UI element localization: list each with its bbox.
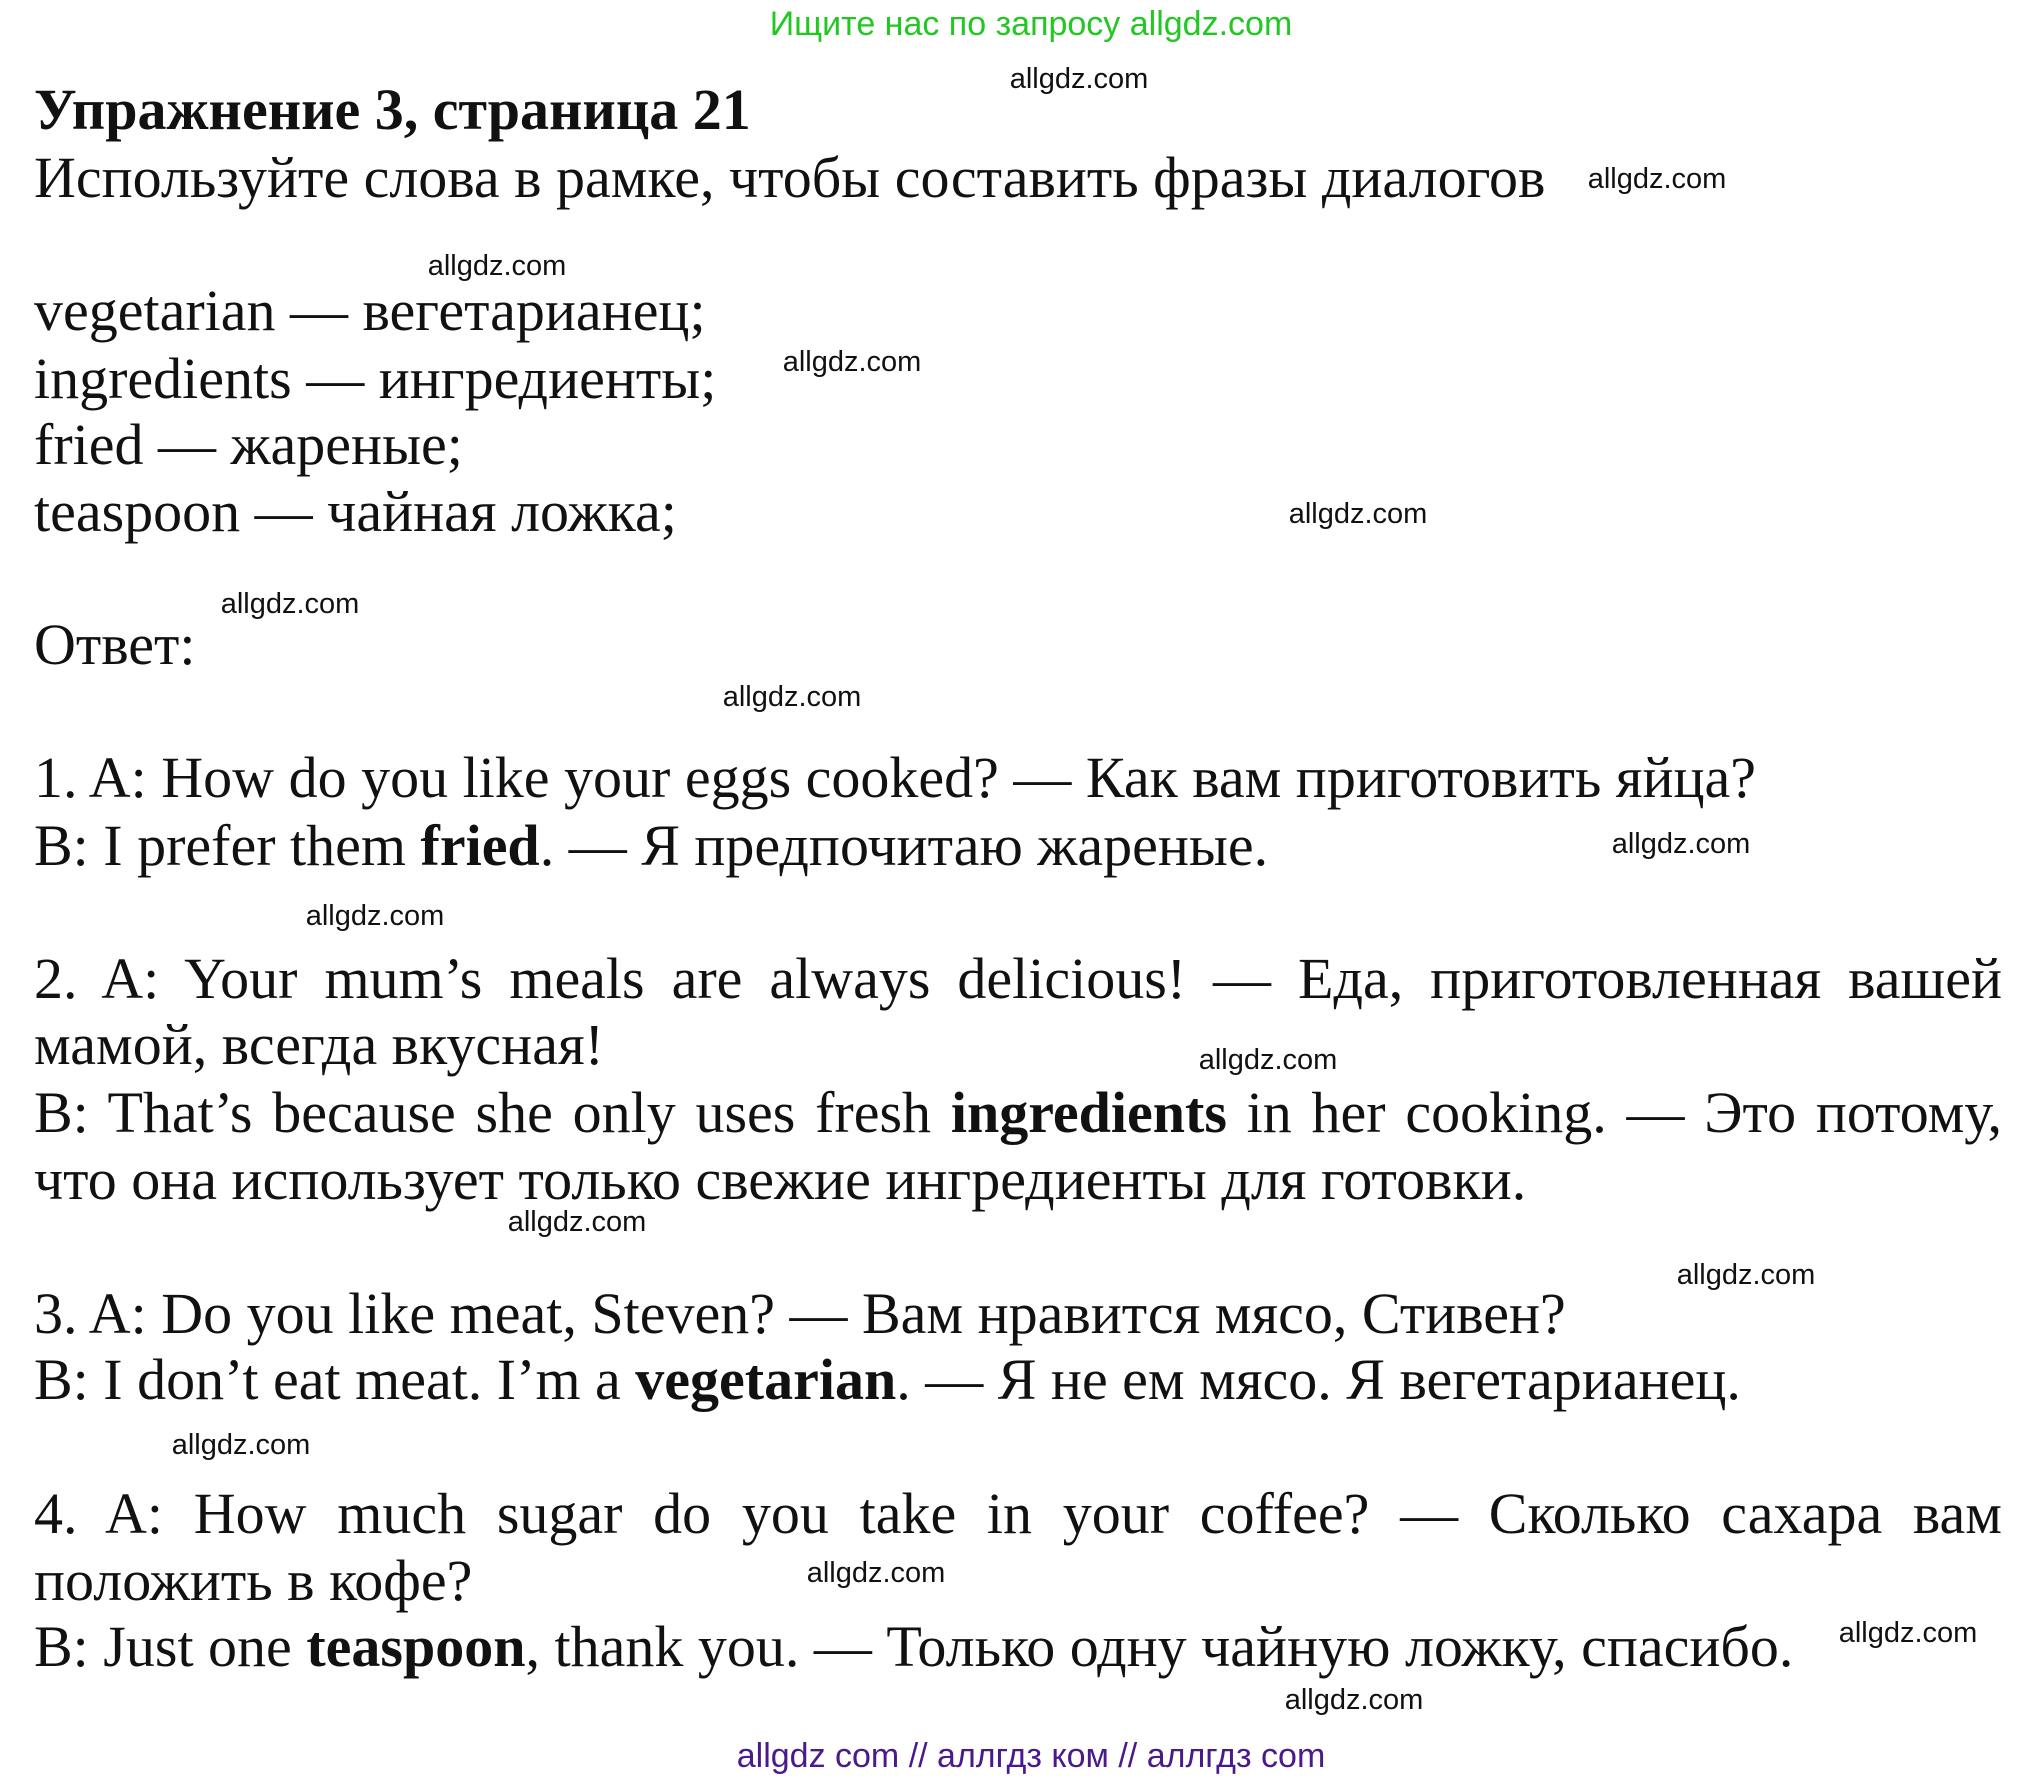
watermark: allgdz.com <box>1009 63 1149 95</box>
vocab-item: ingredients — ингредиенты; <box>34 346 717 411</box>
watermark: allgdz.com <box>1838 1617 1978 1649</box>
watermark: allgdz.com <box>220 588 360 620</box>
vocab-item: teaspoon — чайная ложка; <box>34 479 677 544</box>
dialogue-4-a-cont: положить в кофе? <box>34 1548 473 1613</box>
watermark: allgdz.com <box>1676 1259 1816 1291</box>
keyword: fried <box>420 813 540 878</box>
watermark: allgdz.com <box>1611 828 1751 860</box>
dialogue-3-b: B: I don’t eat meat. I’m a vegetarian. — Я не ем мясо. Я вегетарианец. <box>34 1347 1741 1412</box>
vocab-item: vegetarian — вегетарианец; <box>34 278 706 343</box>
dialogue-2-a-cont: мамой, всегда вкусная! <box>34 1012 604 1077</box>
footer-banner: allgdz com // аллгдз ком // аллгдз com <box>736 1737 1326 1775</box>
dialogue-4-b: B: Just one teaspoon, thank you. — Только одну чайную ложку, спасибо. <box>34 1614 1794 1679</box>
watermark: allgdz.com <box>782 346 922 378</box>
keyword: teaspoon <box>306 1614 526 1679</box>
dialogue-2-b: B: That’s because she only uses fresh ingredients in her cooking. — Это потому, <box>34 1080 2002 1145</box>
dialogue-2-a: 2. A: Your mum’s meals are always delicious! — Еда, приготовленная вашей <box>34 946 2002 1011</box>
watermark: allgdz.com <box>171 1429 311 1461</box>
watermark: allgdz.com <box>1587 163 1727 195</box>
dialogue-3-a: 3. A: Do you like meat, Steven? — Вам нравится мясо, Стивен? <box>34 1281 1566 1346</box>
watermark: allgdz.com <box>1284 1684 1424 1716</box>
vocab-item: fried — жареные; <box>34 412 463 477</box>
watermark: allgdz.com <box>806 1557 946 1589</box>
watermark: allgdz.com <box>305 900 445 932</box>
dialogue-2-b-cont: что она использует только свежие ингредиенты для готовки. <box>34 1147 1527 1212</box>
watermark: allgdz.com <box>427 250 567 282</box>
watermark: allgdz.com <box>507 1206 647 1238</box>
watermark: allgdz.com <box>722 681 862 713</box>
header-banner: Ищите нас по запросу allgdz.com <box>769 5 1293 43</box>
dialogue-1-a: 1. A: How do you like your eggs cooked? — Как вам приготовить яйца? <box>34 745 1757 810</box>
dialogue-1-b: B: I prefer them fried. — Я предпочитаю жареные. <box>34 813 1269 878</box>
answer-label: Ответ: <box>34 612 196 677</box>
page-title: Упражнение 3, страница 21 <box>34 77 751 142</box>
keyword: vegetarian <box>635 1347 897 1412</box>
dialogue-4-a: 4. A: How much sugar do you take in your coffee? — Сколько сахара вам <box>34 1481 2002 1546</box>
watermark: allgdz.com <box>1198 1044 1338 1076</box>
instruction: Используйте слова в рамке, чтобы составить фразы диалогов <box>34 145 1546 210</box>
keyword: ingredients <box>950 1080 1227 1145</box>
watermark: allgdz.com <box>1288 498 1428 530</box>
